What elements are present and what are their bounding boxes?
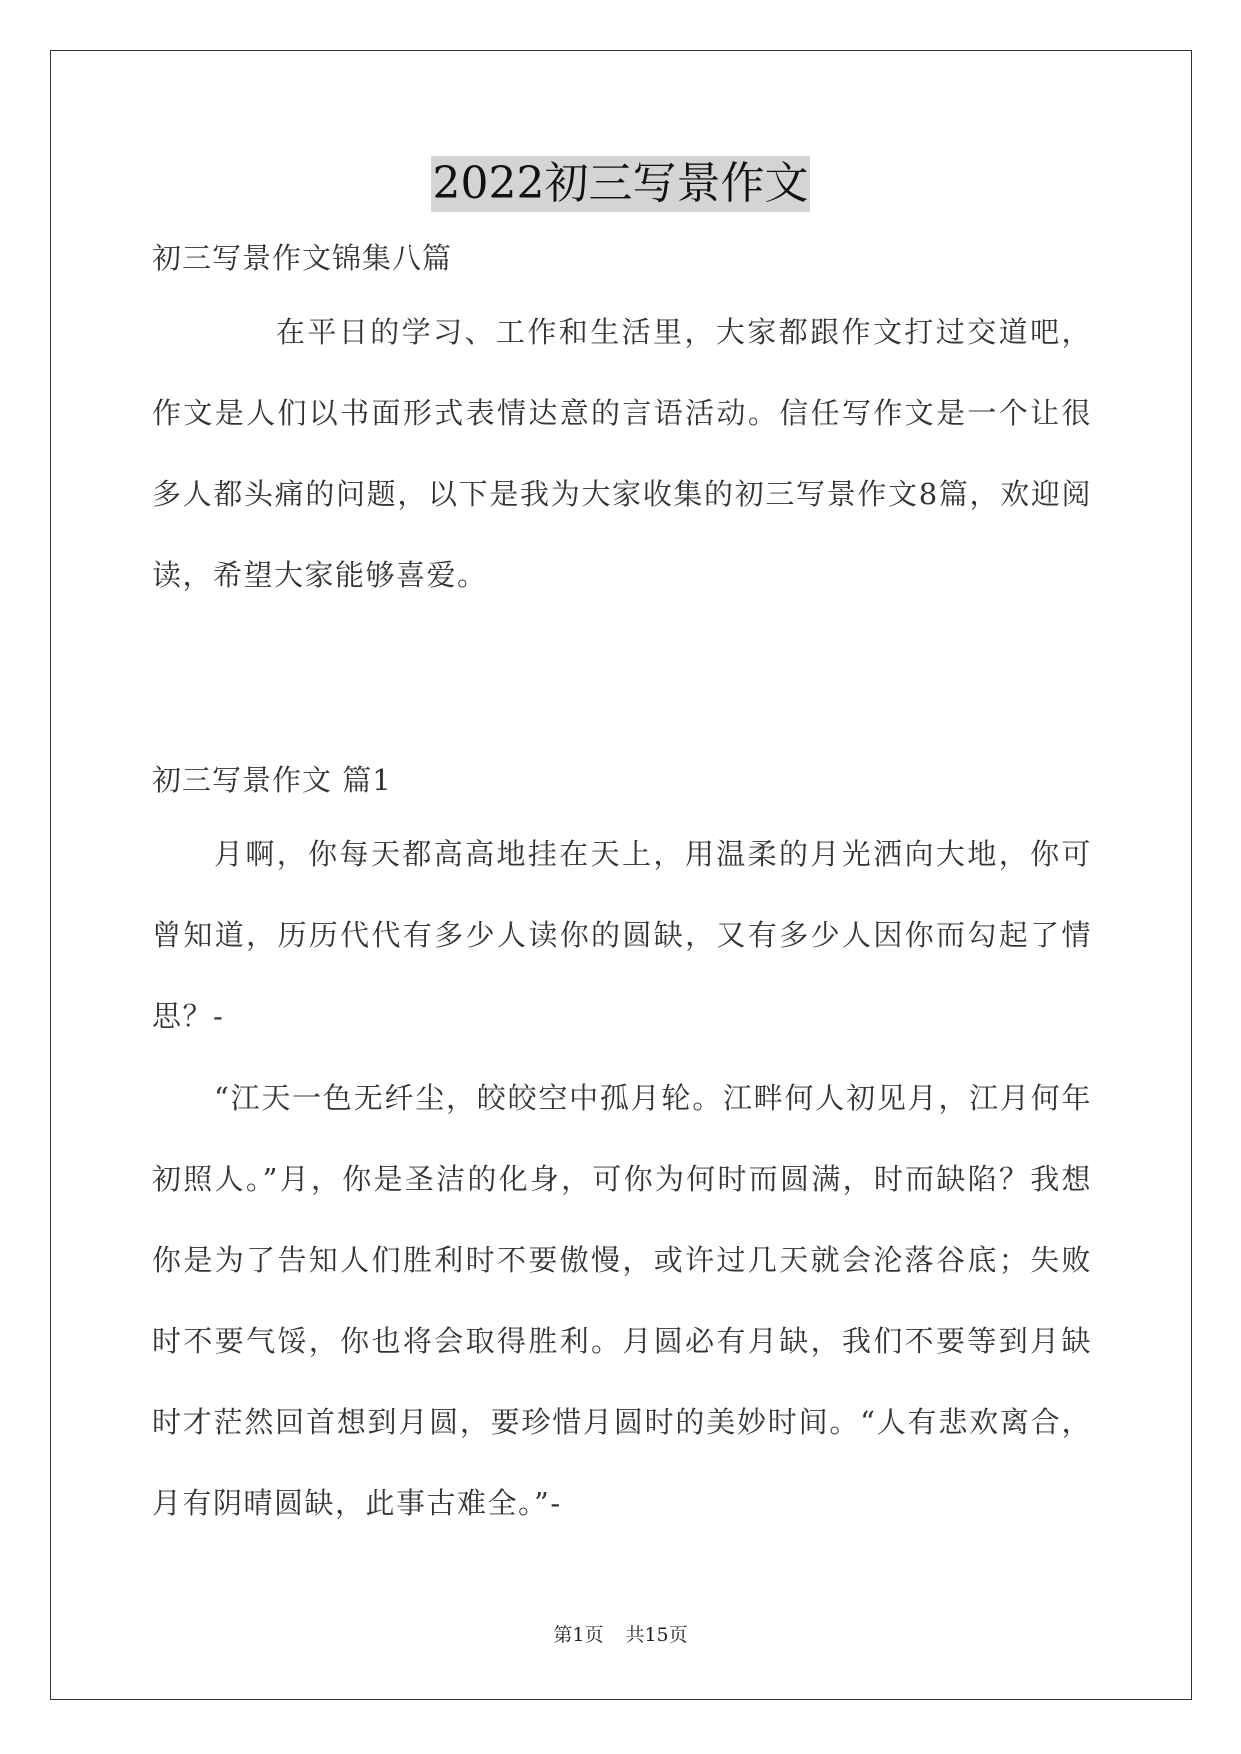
page-footer	[0, 1622, 1241, 1648]
document-subtitle: 初三写景作文锦集八篇	[152, 241, 453, 275]
section-heading: 初三写景作文 篇1	[152, 763, 392, 797]
title-container	[0, 156, 1241, 212]
page-number-total: 共15页	[625, 1624, 688, 1646]
intro-paragraph: 在平日的学习、工作和生活里，大家都跟作文打过交道吧，作文是人们以书面形式表情达意的言语活动。信任写作文是一个让很多人都头痛的问题，以下是我为大家收集的初三写景作文8篇，欢迎阅读，希望大家能够喜爱。	[152, 315, 1092, 592]
body-paragraph-2: “江天一色无纤尘，皎皎空中孤月轮。江畔何人初见月，江月何年初照人。”月，你是圣洁的化身，可你为何时而圆满，时而缺陷？我想你是为了告知人们胜利时不要傲慢，或许过几天就会沦落谷底；失败时不要气馁，你也将会取得胜利。月圆必有月缺，我们不要等到月缺时才茫然回首想到月圆，要珍惜月圆时的美妙时间。“人有悲欢离合，月有阴晴圆缺，此事古难全。”-	[152, 1081, 1092, 1520]
page-number-current: 第1页	[553, 1624, 604, 1646]
body-paragraph-1: 月啊，你每天都高高地挂在天上，用温柔的月光洒向大地，你可曾知道，历历代代有多少人读你的圆缺，又有多少人因你而勾起了情思？-	[152, 837, 1092, 1033]
document-title: 2022初三写景作文	[431, 156, 811, 212]
